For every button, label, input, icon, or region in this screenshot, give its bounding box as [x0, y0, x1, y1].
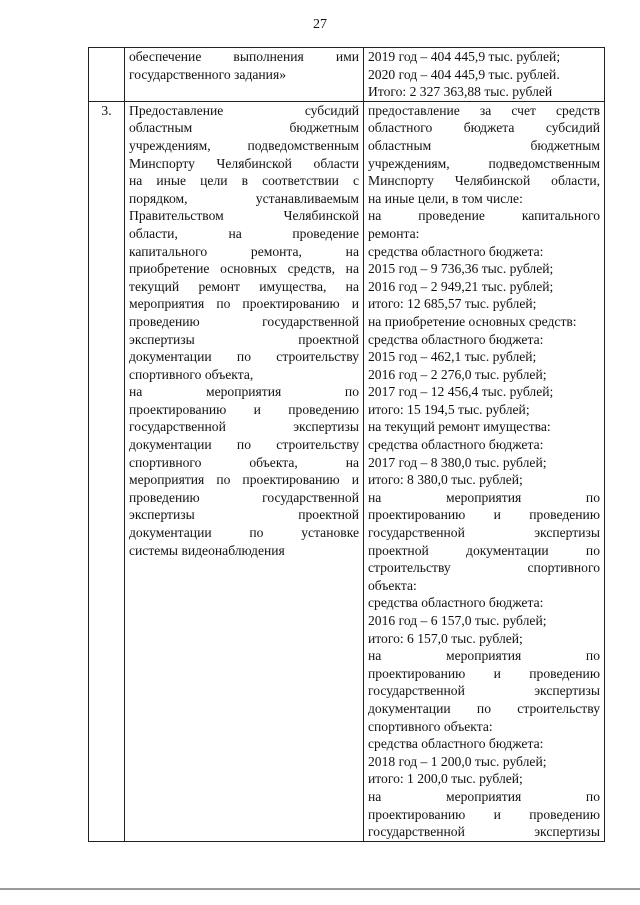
text-line: экспертизы проектной: [129, 507, 359, 523]
text-line: порядком, устанавливаемым: [129, 190, 359, 206]
text-line: обеспечение выполнения ими: [129, 49, 359, 64]
row-number-cell: 3.: [89, 101, 125, 841]
text-line: итого: 8 380,0 тыс. рублей;: [368, 472, 523, 488]
text-line: государственной экспертизы: [368, 525, 600, 541]
funding-details-cell: [364, 48, 605, 102]
program-table: [88, 47, 605, 842]
text-line: учреждениям, подведомственным: [129, 137, 359, 153]
text-line: системы видеонаблюдения: [129, 542, 285, 558]
text-line: спортивного объекта:: [368, 718, 493, 734]
text-line: государственной экспертизы: [129, 419, 359, 435]
text-line: проектированию и проведению: [129, 401, 359, 417]
text-line: 2020 год – 404 445,9 тыс. рублей.: [368, 66, 560, 82]
measure-name-cell: [125, 48, 364, 102]
text-line: ремонта:: [368, 225, 420, 241]
text-line: средства областного бюджета:: [368, 595, 544, 611]
text-line: государственного задания»: [129, 66, 286, 82]
text-line: проведению государственной: [129, 489, 359, 505]
text-line: документации по строительству: [368, 700, 600, 716]
text-line: документации по строительству: [129, 349, 359, 365]
text-line: областного бюджета субсидий: [368, 120, 600, 136]
text-line: областным бюджетным: [368, 137, 600, 153]
text-line: области, на проведение: [129, 225, 359, 241]
text-line: на иные цели в соответствии с: [129, 173, 359, 189]
text-line: 2017 год – 12 456,4 тыс. рублей;: [368, 384, 554, 400]
table-row: [89, 101, 605, 841]
text-line: на текущий ремонт имущества:: [368, 419, 551, 435]
text-line: текущий ремонт имущества, на: [129, 278, 359, 294]
table-row: [89, 48, 605, 102]
text-line: Предоставление субсидий: [129, 102, 359, 118]
text-line: 2018 год – 1 200,0 тыс. рублей;: [368, 753, 547, 769]
text-line: государственной экспертизы: [368, 683, 600, 699]
text-line: областным бюджетным: [129, 120, 359, 136]
text-line: Правительством Челябинской: [129, 208, 359, 224]
text-line: спортивного объекта,: [129, 366, 254, 382]
text-line: итого: 12 685,57 тыс. рублей;: [368, 296, 537, 312]
measure-name-cell: [125, 101, 364, 841]
text-line: проведению государственной: [129, 313, 359, 329]
text-line: на мероприятия по: [368, 648, 600, 664]
text-line: учреждениям, подведомственным: [368, 155, 600, 171]
text-line: проектной документации по: [368, 542, 600, 558]
text-line: спортивного объекта, на: [129, 454, 359, 470]
text-line: на иные цели, в том числе:: [368, 190, 523, 206]
text-line: средства областного бюджета:: [368, 331, 544, 347]
text-line: 2016 год – 6 157,0 тыс. рублей;: [368, 613, 547, 628]
text-line: Минспорту Челябинской области,: [368, 173, 600, 189]
text-line: 2016 год – 2 949,21 тыс. рублей;: [368, 278, 554, 294]
text-line: на приобретение основных средств:: [368, 313, 577, 329]
text-line: 2016 год – 2 276,0 тыс. рублей;: [368, 366, 547, 382]
text-line: документации по установке: [129, 525, 359, 541]
text-line: Минспорту Челябинской области: [129, 155, 359, 171]
text-line: строительству спортивного: [368, 560, 600, 576]
text-line: капитального ремонта, на: [129, 243, 359, 259]
text-line: на проведение капитального: [368, 208, 600, 224]
text-line: итого: 1 200,0 тыс. рублей;: [368, 771, 523, 787]
funding-details-cell: [364, 101, 605, 841]
text-line: 2019 год – 404 445,9 тыс. рублей;: [368, 49, 561, 64]
text-line: объекта:: [368, 577, 417, 593]
text-line: проектированию и проведению: [368, 507, 600, 523]
text-line: 2015 год – 462,1 тыс. рублей;: [368, 349, 537, 365]
text-line: средства областного бюджета:: [368, 437, 544, 453]
text-line: предоставление за счет средств: [368, 102, 600, 118]
text-line: итого: 15 194,5 тыс. рублей;: [368, 401, 530, 417]
table-body: [89, 48, 605, 842]
text-line: мероприятия по проектированию и: [129, 472, 359, 488]
row-number-cell: [89, 48, 125, 102]
text-line: приобретение основных средств, на: [129, 261, 359, 277]
page-number: 27: [313, 17, 327, 32]
text-line: проектированию и проведению: [368, 806, 600, 822]
text-line: средства областного бюджета:: [368, 736, 544, 752]
text-line: документации по строительству: [129, 437, 359, 453]
text-line: средства областного бюджета:: [368, 243, 544, 259]
text-line: 2017 год – 8 380,0 тыс. рублей;: [368, 454, 547, 470]
text-line: экспертизы проектной: [129, 331, 359, 347]
text-line: на мероприятия по: [129, 384, 359, 400]
bottom-divider: [0, 888, 640, 890]
text-line: на мероприятия по: [368, 489, 600, 505]
text-line: 2015 год – 9 736,36 тыс. рублей;: [368, 261, 554, 277]
text-line: мероприятия по проектированию и: [129, 296, 359, 312]
text-line: итого: 6 157,0 тыс. рублей;: [368, 630, 523, 646]
text-line: Итого: 2 327 363,88 тыс. рублей: [368, 84, 553, 100]
text-line: государственной экспертизы: [368, 824, 600, 840]
text-line: на мероприятия по: [368, 788, 600, 804]
text-line: проектированию и проведению: [368, 665, 600, 681]
